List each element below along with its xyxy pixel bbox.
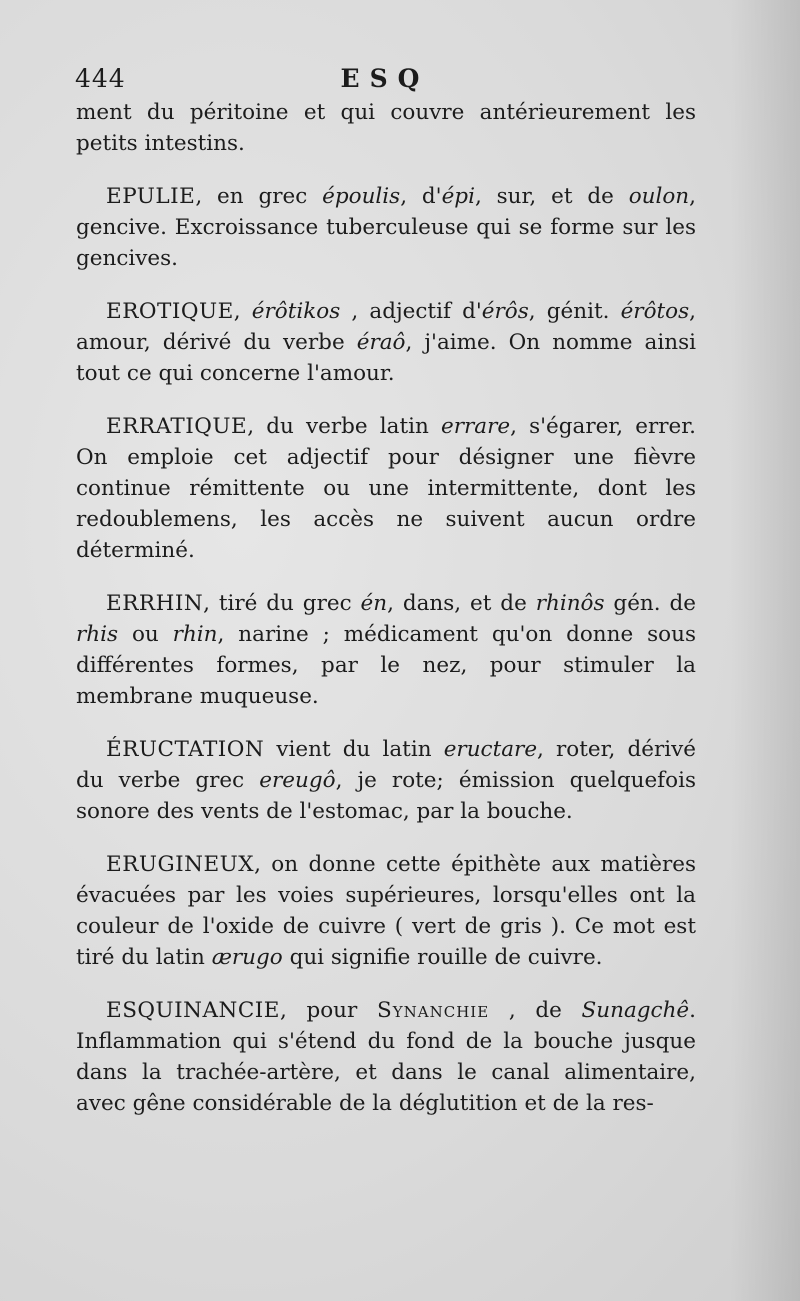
page-edge-shadow [730,0,800,1301]
entry-text: , sur, et de [474,184,629,209]
term-text: époulis [322,184,401,209]
entry-text: , d' [400,184,442,209]
term-text: én [360,591,388,616]
entry-epulie [76,181,696,274]
term-text: Sunagchê [581,998,690,1023]
entry-cont [76,97,696,159]
entry-eructation [76,734,696,827]
entry-text: , narine ; médicament qu'on donne sous différentes formes, par le nez, pour stimuler la membrane muqueuse. [76,622,696,709]
entry-text: , on donne cette épithète aux matières évacuées par les voies supérieures, lorsqu'elles ont la couleur de l'oxide de cuivre ( vert de gris ). Ce mot est tiré du latin [76,852,696,970]
entry-erotique [76,296,696,389]
dictionary-text [76,97,696,1141]
term-text: éraô [356,330,406,355]
page-header [75,64,695,98]
term-text: érôtos [620,299,690,324]
headword: EROTIQUE [106,299,234,324]
entry-text: , j'aime. On nomme ainsi tout ce qui concerne l'amour. [76,330,696,386]
entry-esquinancie [76,995,696,1119]
entry-erratique [76,411,696,566]
entry-errhin [76,588,696,712]
term-text: Synanchie [377,998,490,1023]
headword: ESQUINANCIE [106,998,280,1023]
entry-erugineux [76,849,696,973]
term-text: ereugô [259,768,336,793]
term-text: rhin [172,622,218,647]
entry-text: , roter, dérivé du verbe grec [76,737,696,793]
term-text: ærugo [211,945,283,970]
entry-text: qui signifie rouille de cuivre. [282,945,603,970]
entry-text: . Inflammation qui s'étend du fond de la bouche jusque dans la trachée-artère, et dans le canal alimentaire, avec gêne considérable de la déglutition et de la res- [76,998,696,1116]
page-number: 444 [75,64,126,93]
term-text: épi [441,184,475,209]
entry-text: , adjectif d' [340,299,482,324]
term-text: oulon [628,184,690,209]
entry-text: , dans, et de [387,591,536,616]
entry-text: , tiré du grec [203,591,361,616]
term-text: rhis [76,622,119,647]
headword: ERRATIQUE [106,414,248,439]
term-text: rhinôs [535,591,605,616]
term-text: eructare [443,737,538,762]
term-text: errare [440,414,511,439]
term-text: érôtikos [251,299,341,324]
entry-text: , gencive. Excroissance tuberculeuse qui se forme sur les gencives. [76,184,696,271]
entry-text: , amour, dérivé du verbe [76,299,696,355]
entry-text: vient du latin [264,737,444,762]
entry-text: , génit. [528,299,621,324]
entry-text: , de [489,998,582,1023]
headword: EPULIE [106,184,196,209]
entry-text: gén. de [604,591,696,616]
running-head: ESQ [340,64,430,93]
entry-text: , du verbe latin [247,414,441,439]
entry-text: , en grec [195,184,323,209]
entry-text: ment du péritoine et qui couvre antérieurement les petits intestins. [76,100,696,156]
entry-text: , pour [279,998,377,1023]
entry-text: , [233,299,252,324]
headword: ÉRUCTATION [106,737,265,762]
entry-text: , s'égarer, errer. On emploie cet adjectif pour désigner une fièvre continue rémittente ou une intermittente, dont les redoublemens, les accès ne suivent aucun ordre déterminé. [76,414,696,563]
term-text: érôs [481,299,529,324]
headword: ERUGINEUX [106,852,255,877]
entry-text: , je rote; émission quelquefois sonore des vents de l'estomac, par la bouche. [76,768,696,824]
headword: ERRHIN [106,591,204,616]
entry-text: ou [118,622,173,647]
